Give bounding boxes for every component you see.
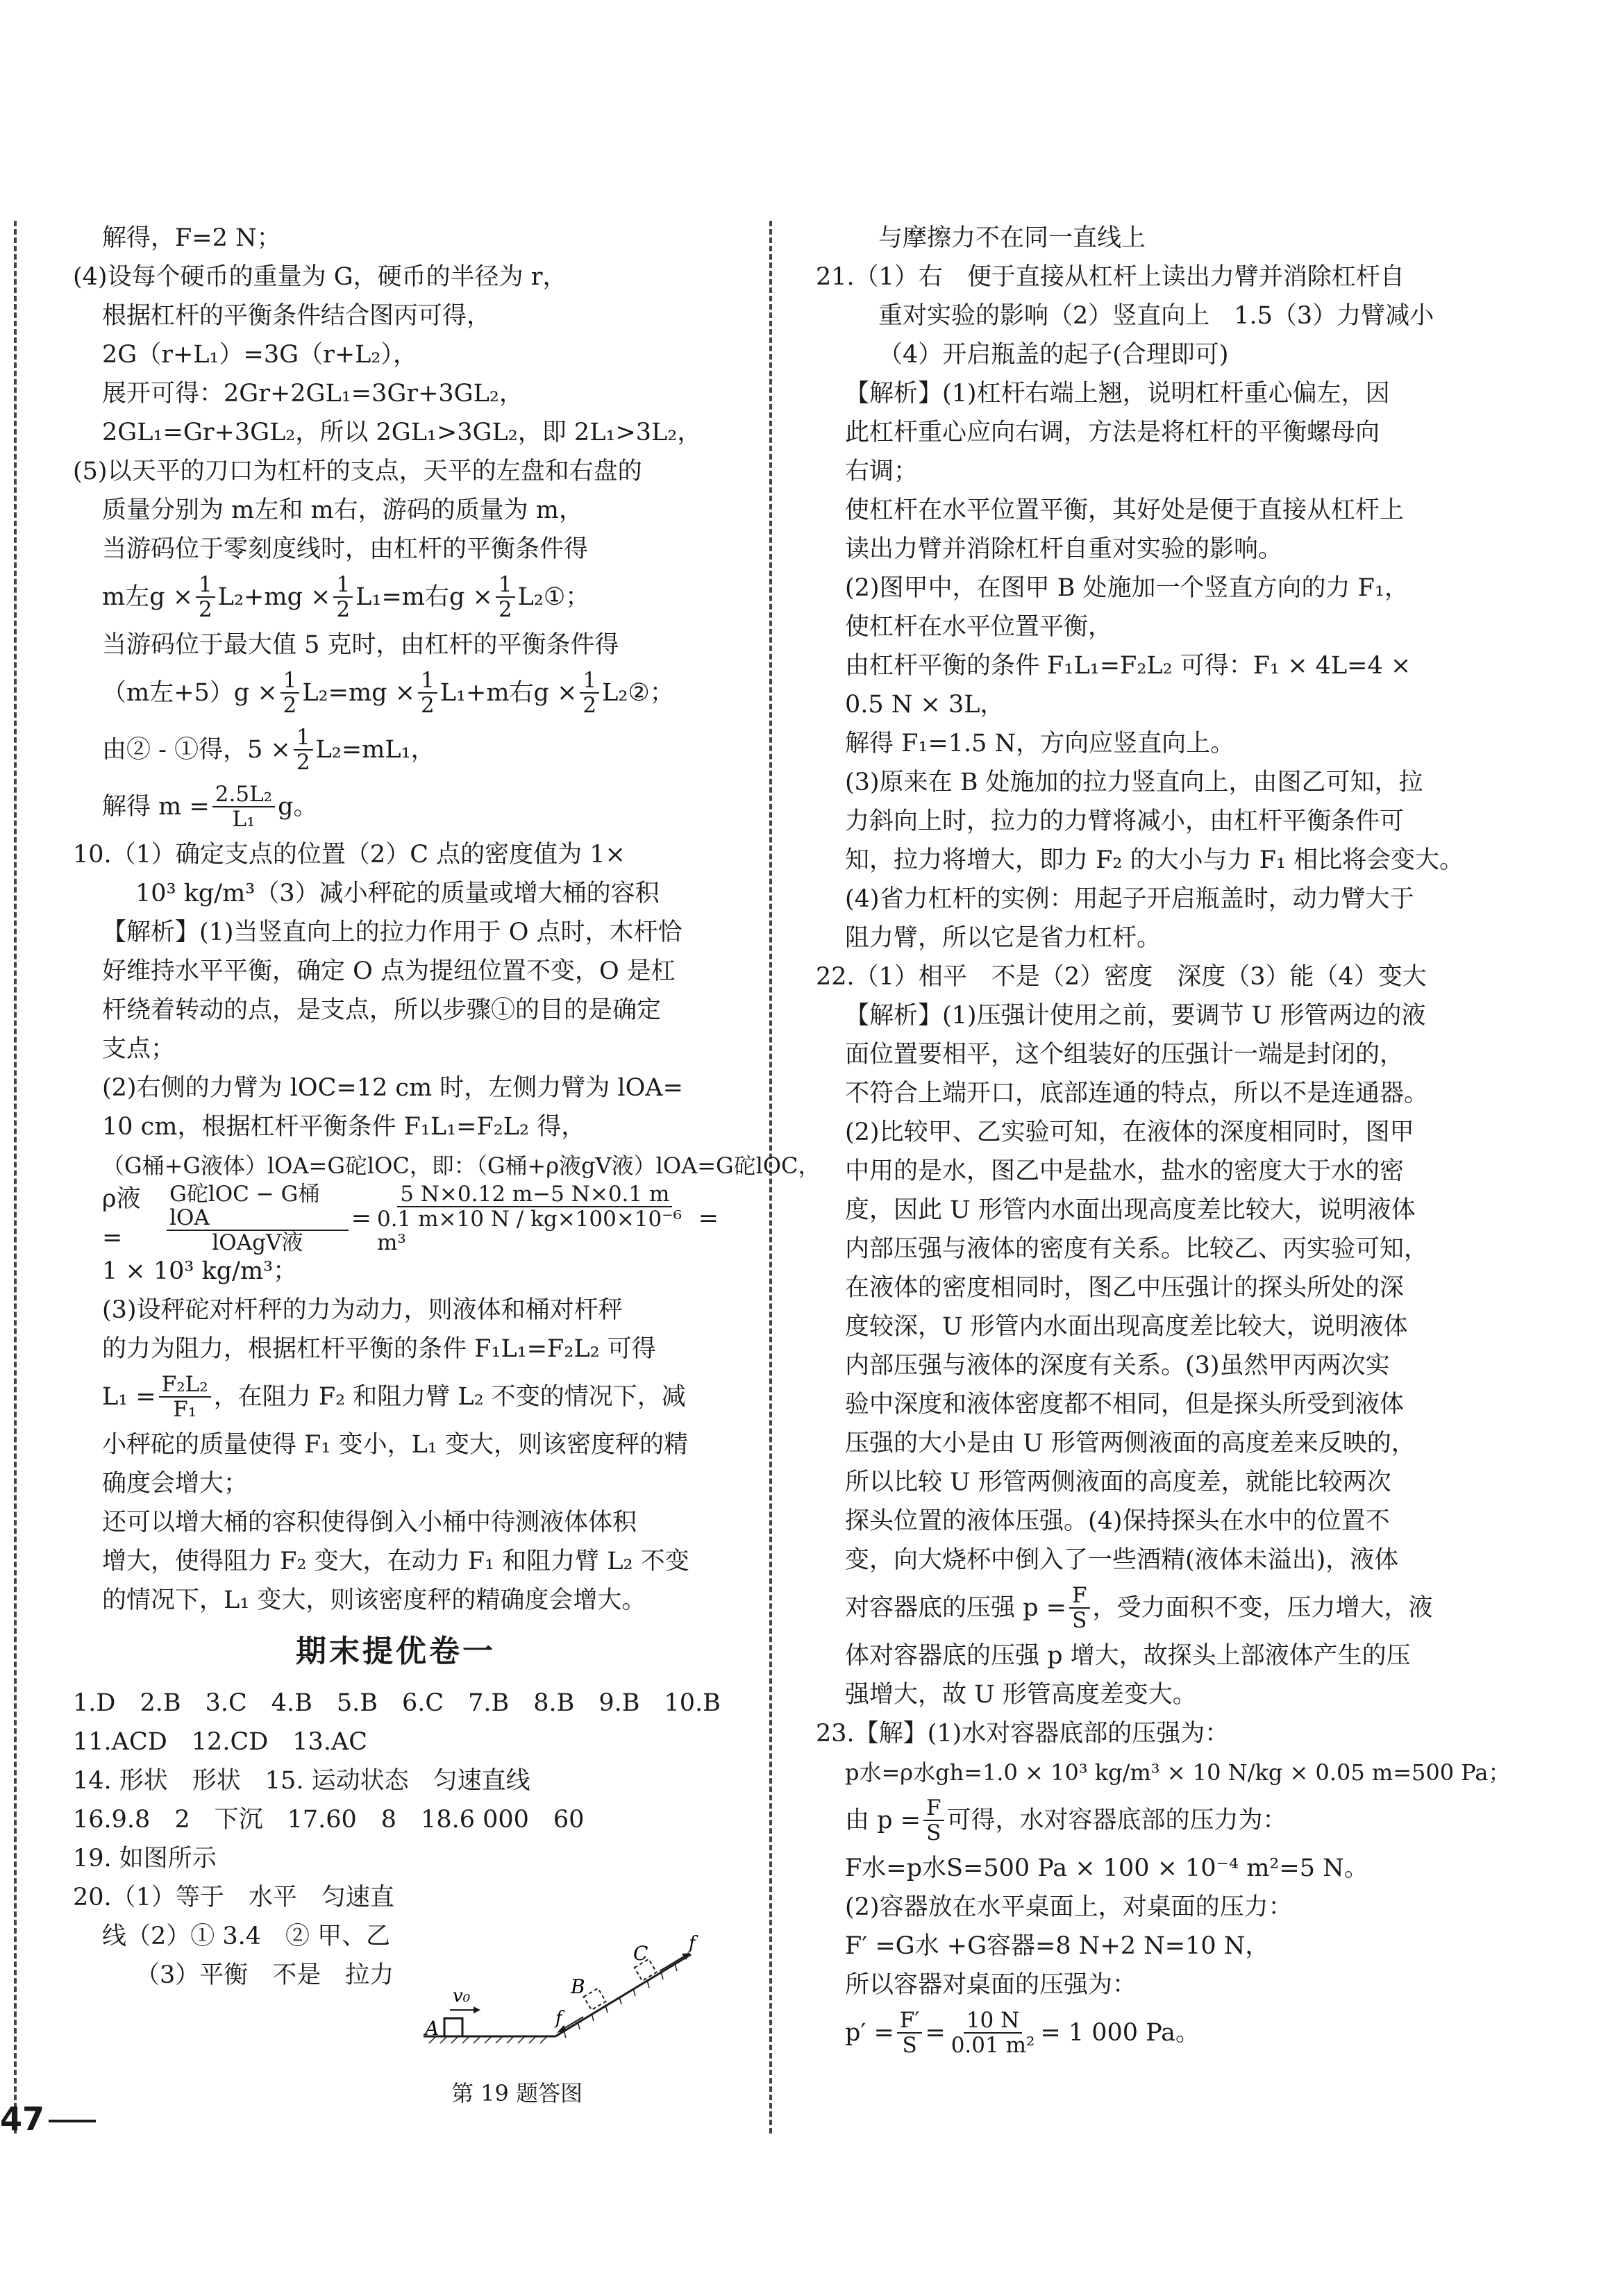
equation-rho xyxy=(73,1182,719,1255)
fraction xyxy=(333,573,353,621)
equation-p3 xyxy=(816,2004,1468,2061)
text-line: 线（2）① 3.4 ② 甲、乙 xyxy=(102,1922,391,1950)
right-column xyxy=(816,219,1511,2061)
text-line: 度，因此 U 形管内水面出现高度差比较大，说明液体 xyxy=(845,1196,1416,1224)
eq-text: （m左+5）g × xyxy=(102,679,278,707)
text-line: 使杠杆在水平位置平衡，其好处是便于直接从杠杆上 xyxy=(845,496,1405,524)
fraction xyxy=(496,573,515,621)
text-line: 使杠杆在水平位置平衡， xyxy=(845,613,1113,641)
fraction xyxy=(294,726,313,774)
eq-text: ，受力面积不变，压力增大，液 xyxy=(1092,1594,1433,1622)
numerator: G砣lOC − G桶lOA xyxy=(167,1182,349,1231)
text-line: 【解析】(1)当竖直向上的拉力作用于 O 点时，木杆恰 xyxy=(102,919,682,946)
numerator: 2.5L₂ xyxy=(212,782,275,807)
text-line: 读出力臂并消除杠杆自重对实验的影响。 xyxy=(845,535,1283,563)
numerator: 5 N×0.12 m−5 N×0.1 m xyxy=(397,1182,672,1207)
text-line: 2GL₁=Gr+3GL₂，所以 2GL₁>3GL₂，即 2L₁>3L₂， xyxy=(102,419,702,446)
numerator: 1 xyxy=(333,573,353,598)
text-line: F水=p水S=500 Pa × 100 × 10⁻⁴ m²=5 N。 xyxy=(845,1854,1368,1882)
eq-text: p′ = xyxy=(845,2019,894,2047)
text-line: F′ =G水 +G容器=8 N+2 N=10 N， xyxy=(845,1932,1270,1960)
denominator: 2 xyxy=(583,693,597,718)
label-f1: f xyxy=(555,2008,562,2029)
right-lines-a xyxy=(816,219,1468,1579)
text-line: 展开可得：2Gr+2GL₁=3Gr+3GL₂， xyxy=(102,380,524,408)
text-line: 所以容器对桌面的压强为： xyxy=(845,1971,1137,1999)
denominator: S xyxy=(902,2033,917,2058)
denominator: 0.1 m×10 N / kg×100×10⁻⁶ m³ xyxy=(376,1207,682,1255)
eq-text: L₁+m右g × xyxy=(439,679,578,707)
text-line: 2G（r+L₁）=3G（r+L₂）， xyxy=(102,341,417,369)
numerator: F xyxy=(1069,1584,1090,1609)
eq-text: g。 xyxy=(278,793,318,821)
text-line: 知，拉力将增大，即力 F₂ 的大小与力 F₁ 相比将会变大。 xyxy=(845,846,1464,874)
text-line: (2)图甲中，在图甲 B 处施加一个竖直方向的力 F₁， xyxy=(845,574,1409,602)
text-line: 中用的是水，图乙中是盐水，盐水的密度大于水的密 xyxy=(845,1157,1405,1185)
block-a xyxy=(444,2018,462,2036)
text-line: 21.（1）右 便于直接从杠杆上读出力臂并消除杠杆自 xyxy=(816,263,1405,291)
eq-text: = xyxy=(698,1205,719,1232)
numerator: 10 N xyxy=(964,2009,1022,2034)
text-line: (5)以天平的刀口为杠杆的支点，天平的左盘和右盘的 xyxy=(73,458,642,485)
section-title: 期末提优卷一 xyxy=(296,1634,496,1669)
eq-text: L₂=mL₁， xyxy=(315,736,435,764)
eq-text: = xyxy=(925,2019,946,2047)
denominator: 2 xyxy=(296,750,310,775)
text-line: 质量分别为 m左和 m右，游码的质量为 m， xyxy=(102,496,583,524)
numerator: F′ xyxy=(897,2009,923,2034)
text-line: p水=ρ水gh=1.0 × 10³ kg/m³ × 10 N/kg × 0.05 m=500 Pa； xyxy=(845,1759,1511,1786)
fraction xyxy=(167,1182,349,1255)
eq-text: 由② - ①得，5 × xyxy=(102,736,291,764)
denominator: 2 xyxy=(283,693,297,718)
text-line: 内部压强与液体的密度有关系。比较乙、丙实验可知， xyxy=(845,1235,1429,1263)
fraction xyxy=(923,1796,944,1845)
equation-2 xyxy=(73,664,719,721)
text-line: 内部压强与液体的深度有关系。(3)虽然甲丙两次实 xyxy=(845,1352,1390,1380)
eq-text: ρ液 = xyxy=(102,1185,141,1252)
text-line: 探头位置的液体压强。(4)保持探头在水中的位置不 xyxy=(845,1507,1390,1535)
text-line: 验中深度和液体密度都不相同，但是探头所受到液体 xyxy=(845,1391,1405,1418)
text-line: 11.ACD 12.CD 13.AC xyxy=(73,1728,367,1756)
question-10 xyxy=(73,835,821,1185)
eq-text: L₁ = xyxy=(102,1383,156,1411)
eq-text: 对容器底的压强 p = xyxy=(845,1594,1066,1622)
left-column xyxy=(73,219,821,1995)
text-line: 0.5 N × 3L， xyxy=(845,691,1005,719)
text-line: (4)设每个硬币的重量为 G，硬币的半径为 r， xyxy=(73,263,567,291)
numerator: 1 xyxy=(294,726,313,751)
text-line: 当游码位于零刻度线时，由杠杆的平衡条件得 xyxy=(102,535,589,563)
denominator: 2 xyxy=(498,597,512,622)
eq-text: = xyxy=(351,1205,371,1232)
text-line: 好维持水平平衡，确定 O 点为提纽位置不变，O 是杠 xyxy=(102,957,676,985)
text-line: 19. 如图所示 xyxy=(73,1845,217,1872)
numerator: 1 xyxy=(580,669,599,694)
numerator: F xyxy=(923,1796,944,1821)
fraction xyxy=(159,1373,211,1421)
fraction xyxy=(196,573,215,621)
text-line: 确度会增大； xyxy=(102,1470,249,1498)
denominator: 0.01 m² xyxy=(950,2033,1035,2058)
text-line: 16.9.8 2 下沉 17.60 8 18.6 000 60 xyxy=(73,1806,585,1834)
text-line: 的力为阻力，根据杠杆平衡的条件 F₁L₁=F₂L₂ 可得 xyxy=(102,1335,656,1363)
label-f2: f xyxy=(689,1934,696,1954)
text-line: 20.（1）等于 水平 匀速直 xyxy=(73,1884,394,1911)
text-line: 变，向大烧杯中倒入了一些酒精(液体未溢出)，液体 xyxy=(845,1546,1399,1574)
text-line: 面位置要相平，这个组装好的压强计一端是封闭的， xyxy=(845,1041,1405,1069)
text-line: 重对实验的影响（2）竖直向上 1.5（3）力臂减小 xyxy=(878,302,1434,330)
fraction xyxy=(280,669,300,717)
page-number-rule xyxy=(49,2120,96,2122)
fraction xyxy=(948,2009,1038,2057)
text-line: 不符合上端开口，底部连通的特点，所以不是连通器。 xyxy=(845,1080,1429,1107)
text-line: (2)右侧的力臂为 lOC=12 cm 时，左侧力臂为 lOA= xyxy=(102,1074,683,1102)
eq-text: 可得，水对容器底部的压力为： xyxy=(946,1807,1287,1834)
text-line: 体对容器底的压强 p 增大，故探头上部液体产生的压 xyxy=(845,1642,1411,1670)
text-line: 杆绕着转动的点，是支点，所以步骤①的目的是确定 xyxy=(102,996,662,1024)
label-c: C xyxy=(633,1942,648,1965)
text-line: (2)比较甲、乙实验可知，在液体的深度相同时，图甲 xyxy=(845,1118,1414,1146)
text-line: （4）开启瓶盖的起子(合理即可) xyxy=(878,341,1229,369)
text-line: 增大，使得阻力 F₂ 变大，在动力 F₁ 和阻力臂 L₂ 不变 xyxy=(102,1548,689,1575)
text-line: 阻力臂，所以它是省力杠杆。 xyxy=(845,924,1162,952)
left-margin-rule xyxy=(14,221,17,2134)
text-line: 当游码位于最大值 5 克时，由杠杆的平衡条件得 xyxy=(102,631,619,659)
text-line: 10 cm，根据杠杆平衡条件 F₁L₁=F₂L₂ 得， xyxy=(102,1113,586,1141)
text-line: 在液体的密度相同时，图乙中压强计的探头所处的深 xyxy=(845,1274,1405,1302)
force-arrow-c xyxy=(660,1954,687,1971)
text-line: 【解析】(1)压强计使用之前，要调节 U 形管两边的液 xyxy=(845,1002,1426,1030)
figure-19 xyxy=(410,1934,708,2107)
denominator: 2 xyxy=(199,597,212,622)
right-lines-c xyxy=(816,1849,1468,2004)
equation-p xyxy=(816,1579,1468,1636)
text-line: (2)容器放在水平桌面上，对桌面的压力： xyxy=(845,1893,1293,1921)
equation-1 xyxy=(73,569,719,626)
eq-text: = 1 000 Pa。 xyxy=(1040,2019,1200,2047)
eq-text: m左g × xyxy=(102,583,194,611)
text-line: 支点； xyxy=(102,1035,176,1063)
eq-text: ，在阻力 F₂ 和阻力臂 L₂ 不变的情况下，减 xyxy=(213,1383,686,1411)
page-number: 47 xyxy=(0,2100,45,2138)
text-line: 根据杠杆的平衡条件结合图丙可得， xyxy=(102,302,492,330)
denominator: L₁ xyxy=(232,807,256,832)
eq-text: L₂+mg × xyxy=(217,583,331,611)
numerator: F₂L₂ xyxy=(159,1373,211,1398)
eq-text: L₁=m右g × xyxy=(355,583,493,611)
text-line: (4)省力杠杆的实例：用起子开启瓶盖时，动力臂大于 xyxy=(845,885,1414,913)
denominator: S xyxy=(926,1820,941,1845)
fraction xyxy=(374,1182,696,1255)
text-line: 由杠杆平衡的条件 F₁L₁=F₂L₂ 可得：F₁ × 4L=4 × xyxy=(845,652,1412,680)
left-lines-a xyxy=(73,219,719,569)
equation-p2 xyxy=(816,1792,1468,1849)
text-line: (3)设秤砣对杆秤的力为动力，则液体和桶对杆秤 xyxy=(102,1296,623,1324)
velocity-arrowhead xyxy=(474,2006,480,2013)
eq-text: L₂=mg × xyxy=(302,679,416,707)
text-line: 此杠杆重心应向右调，方法是将杠杆的平衡螺母向 xyxy=(845,419,1380,446)
text-line: 与摩擦力不在同一直线上 xyxy=(878,224,1146,252)
text-line: 解得，F=2 N； xyxy=(102,224,281,252)
text-line: 强增大，故 U 形管高度差变大。 xyxy=(845,1681,1197,1709)
text-line: 10³ kg/m³（3）减小秤砣的质量或增大桶的容积 xyxy=(135,880,660,907)
fraction xyxy=(212,782,275,831)
eq-text: L₂②； xyxy=(602,679,674,707)
text-line: 解得 F₁=1.5 N，方向应竖直向上。 xyxy=(845,730,1235,757)
text-line: 还可以增大桶的容积使得倒入小桶中待测液体体积 xyxy=(102,1509,637,1536)
fraction xyxy=(897,2009,923,2057)
right-lines-b xyxy=(816,1636,1511,1792)
text-line: 的情况下，L₁ 变大，则该密度秤的精确度会增大。 xyxy=(102,1586,646,1614)
denominator: 2 xyxy=(421,693,435,718)
numerator: 1 xyxy=(418,669,437,694)
numerator: 1 xyxy=(280,669,300,694)
text-line: 22.（1）相平 不是（2）密度 深度（3）能（4）变大 xyxy=(816,963,1427,991)
text-line: 23.【解】(1)水对容器底部的压强为： xyxy=(816,1720,1230,1748)
text-line: 度较深，U 形管内水面出现高度差比较大，说明液体 xyxy=(845,1313,1408,1341)
denominator: 2 xyxy=(336,597,351,622)
equation-l1 xyxy=(73,1368,719,1425)
numerator: 1 xyxy=(496,573,515,598)
text-line: 压强的大小是由 U 形管两侧液面的高度差来反映的， xyxy=(845,1430,1416,1457)
fraction xyxy=(580,669,599,717)
label-a: A xyxy=(425,2017,439,2040)
denominator: F₁ xyxy=(173,1397,197,1422)
fraction xyxy=(418,669,437,717)
text-line: （3）平衡 不是 拉力 xyxy=(135,1961,394,1989)
eq-text: 解得 m = xyxy=(102,793,210,821)
text-line: 小秤砣的质量使得 F₁ 变小，L₁ 变大，则该密度秤的精 xyxy=(102,1431,688,1459)
text-line: （G桶+G液体）lOA=G砣lOC，即：（G桶+ρ液gV液）lOA=G砣lOC， xyxy=(102,1153,821,1179)
figure-caption: 第 19 题答图 xyxy=(451,2080,583,2106)
text-line: 【解析】(1)杠杆右端上翘，说明杠杆重心偏左，因 xyxy=(845,380,1390,408)
equation-4 xyxy=(73,778,719,835)
text-line: (3)原来在 B 处施加的拉力竖直向上，由图乙可知，拉 xyxy=(845,769,1423,796)
equation-3 xyxy=(73,721,719,778)
numerator: 1 xyxy=(196,573,215,598)
fraction xyxy=(1069,1584,1090,1632)
denominator: S xyxy=(1072,1608,1087,1633)
eq-text: L₂①； xyxy=(517,583,590,611)
text-line: 14. 形状 形状 15. 运动状态 匀速直线 xyxy=(73,1767,530,1795)
text-line: 所以比较 U 形管两侧液面的高度差，就能比较两次 xyxy=(845,1468,1391,1496)
text-line: 10.（1）确定支点的位置（2）C 点的密度值为 1× xyxy=(73,841,626,869)
text-line: 力斜向上时，拉力的力臂将减小，由杠杆平衡条件可 xyxy=(845,807,1405,835)
label-v0: v₀ xyxy=(453,1986,471,2006)
incline-diagram xyxy=(410,1934,708,2072)
text-line: 1 × 10³ kg/m³； xyxy=(102,1257,298,1285)
question-10-end xyxy=(73,1425,719,1620)
eq-text: 由 p = xyxy=(845,1807,921,1834)
text-line: 1.D 2.B 3.C 4.B 5.B 6.C 7.B 8.B 9.B 10.B xyxy=(73,1689,721,1717)
denominator: lOAgV液 xyxy=(212,1230,303,1255)
text-line: 右调； xyxy=(845,458,919,485)
label-b: B xyxy=(571,1975,585,1998)
question-10-continued xyxy=(73,1252,719,1368)
